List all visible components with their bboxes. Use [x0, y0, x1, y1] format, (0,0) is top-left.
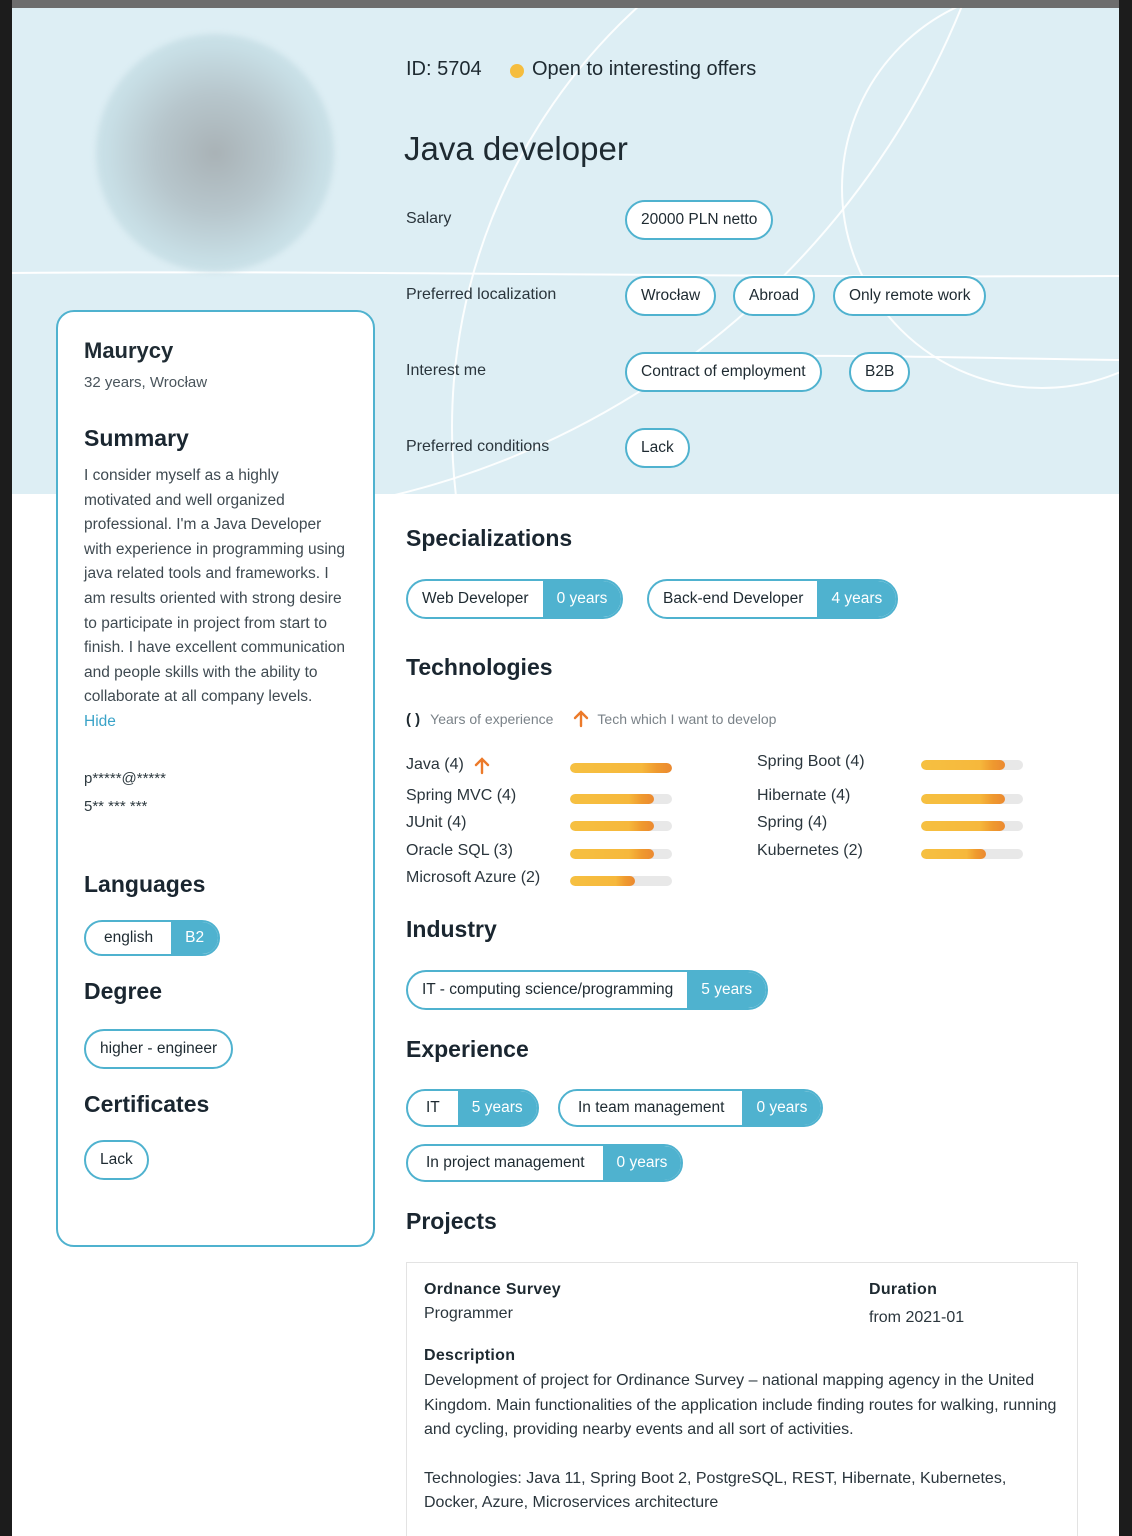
project-header	[424, 1281, 1060, 1341]
tech-level-bar	[570, 849, 672, 859]
technologies-title: Technologies	[406, 654, 553, 680]
languages-title: Languages	[84, 870, 206, 897]
specialization-tag: Back-end Developer 4 years	[647, 579, 898, 619]
experience-tag: In team management 0 years	[558, 1089, 823, 1127]
candidate-name: Maurycy	[84, 338, 174, 363]
tech-name: Kubernetes (2)	[757, 842, 863, 859]
tech-name: Oracle SQL (3)	[406, 842, 513, 859]
project-technologies: Technologies: Java 11, Spring Boot 2, PostgreSQL, REST, Hibernate, Kubernetes, Docker, Azure, Microservices architecture	[424, 1469, 1007, 1511]
interest-tag: B2B	[849, 352, 910, 392]
tech-name: JUnit (4)	[406, 814, 467, 831]
contact-info	[84, 765, 347, 821]
email-masked: p*****@*****	[84, 769, 166, 787]
conditions-label: Preferred conditions	[406, 438, 550, 455]
arrow-up-icon	[474, 757, 490, 775]
degree-tag: higher - engineer	[84, 1029, 233, 1069]
localization-label: Preferred localization	[406, 286, 557, 303]
specialization-tag: Web Developer 0 years	[406, 579, 623, 619]
project-description: Development of project for Ordinance Survey – national mapping agency in the United Kingdom. Main functionalities of the application include finding routes for walking, running and cycling, providing nearby events and all sort of activities.	[424, 1372, 1057, 1438]
projects-title: Projects	[406, 1208, 497, 1234]
profile-card	[56, 310, 375, 1247]
legend-paren: ( )	[406, 710, 421, 728]
tech-level-fill	[921, 760, 1005, 770]
industry-title: Industry	[406, 916, 497, 942]
tech-level-bar	[570, 763, 672, 773]
salary-tag: 20000 PLN netto	[625, 200, 773, 240]
tech-level-bar	[921, 849, 1023, 859]
arrow-up-icon	[573, 710, 589, 728]
summary-text: I consider myself as a highly motivated and well organized professional. I'm a Java Developer with experience in programming using java related tools and frameworks. I am results oriented with strong desire to participate in project from start to finish. I have excellent communication and people skills with the ability to collaborate at all company levels. Hide	[84, 467, 346, 730]
description-label: Description	[424, 1347, 516, 1364]
salary-label: Salary	[406, 210, 452, 227]
summary-title: Summary	[84, 425, 189, 451]
project-company: Ordnance Survey	[424, 1281, 561, 1298]
tech-level-bar	[921, 760, 1023, 770]
industry-tag: IT - computing science/programming 5 years	[406, 970, 768, 1010]
tech-name: Hibernate (4)	[757, 787, 851, 804]
tech-level-fill	[921, 821, 1005, 831]
hide-summary-link[interactable]: Hide	[84, 712, 116, 730]
legend-years: Years of experience	[430, 711, 554, 727]
tech-level-fill	[570, 763, 672, 773]
tech-level-bar	[921, 821, 1023, 831]
phone-masked: 5** *** ***	[84, 797, 148, 815]
project-card	[406, 1262, 1078, 1536]
availability-status: Open to interesting offers	[532, 58, 757, 80]
tech-level-fill	[921, 794, 1005, 804]
tech-level-bar	[570, 821, 672, 831]
profile-page	[12, 0, 1119, 1536]
status-dot-icon	[510, 64, 524, 78]
tech-level-fill	[570, 794, 654, 804]
duration-label: Duration	[869, 1281, 938, 1298]
tech-name: Spring (4)	[757, 814, 828, 831]
interest-tag: Contract of employment	[625, 352, 822, 392]
tech-level-bar	[570, 876, 672, 886]
candidate-id: ID: 5704	[406, 58, 482, 80]
avatar	[96, 34, 334, 272]
certificates-tag: Lack	[84, 1140, 149, 1180]
tech-level-bar	[921, 794, 1023, 804]
technologies-legend	[406, 710, 776, 728]
tech-level-bar	[570, 794, 672, 804]
degree-title: Degree	[84, 977, 162, 1004]
project-duration: from 2021-01	[869, 1309, 965, 1326]
project-role: Programmer	[424, 1305, 513, 1322]
localization-tag: Wrocław	[625, 276, 716, 316]
tech-name: Spring MVC (4)	[406, 787, 517, 804]
language-tag: english B2	[84, 920, 220, 956]
job-title: Java developer	[404, 130, 628, 167]
tech-name: Java (4)	[406, 756, 464, 773]
tech-name: Microsoft Azure (2)	[406, 869, 541, 886]
certificates-title: Certificates	[84, 1090, 210, 1117]
top-border	[12, 0, 1119, 8]
experience-tag: IT 5 years	[406, 1089, 539, 1127]
tech-level-fill	[570, 821, 654, 831]
tech-level-fill	[570, 849, 654, 859]
interest-label: Interest me	[406, 362, 487, 379]
legend-develop: Tech which I want to develop	[597, 711, 777, 727]
conditions-tag: Lack	[625, 428, 690, 468]
tech-level-fill	[570, 876, 635, 886]
specializations-title: Specializations	[406, 525, 573, 551]
experience-title: Experience	[406, 1036, 529, 1062]
experience-tag: In project management 0 years	[406, 1144, 683, 1182]
localization-tag: Abroad	[733, 276, 815, 316]
localization-tag: Only remote work	[833, 276, 986, 316]
tech-level-fill	[921, 849, 986, 859]
candidate-meta: 32 years, Wrocław	[84, 374, 208, 391]
tech-name: Spring Boot (4)	[757, 753, 865, 770]
